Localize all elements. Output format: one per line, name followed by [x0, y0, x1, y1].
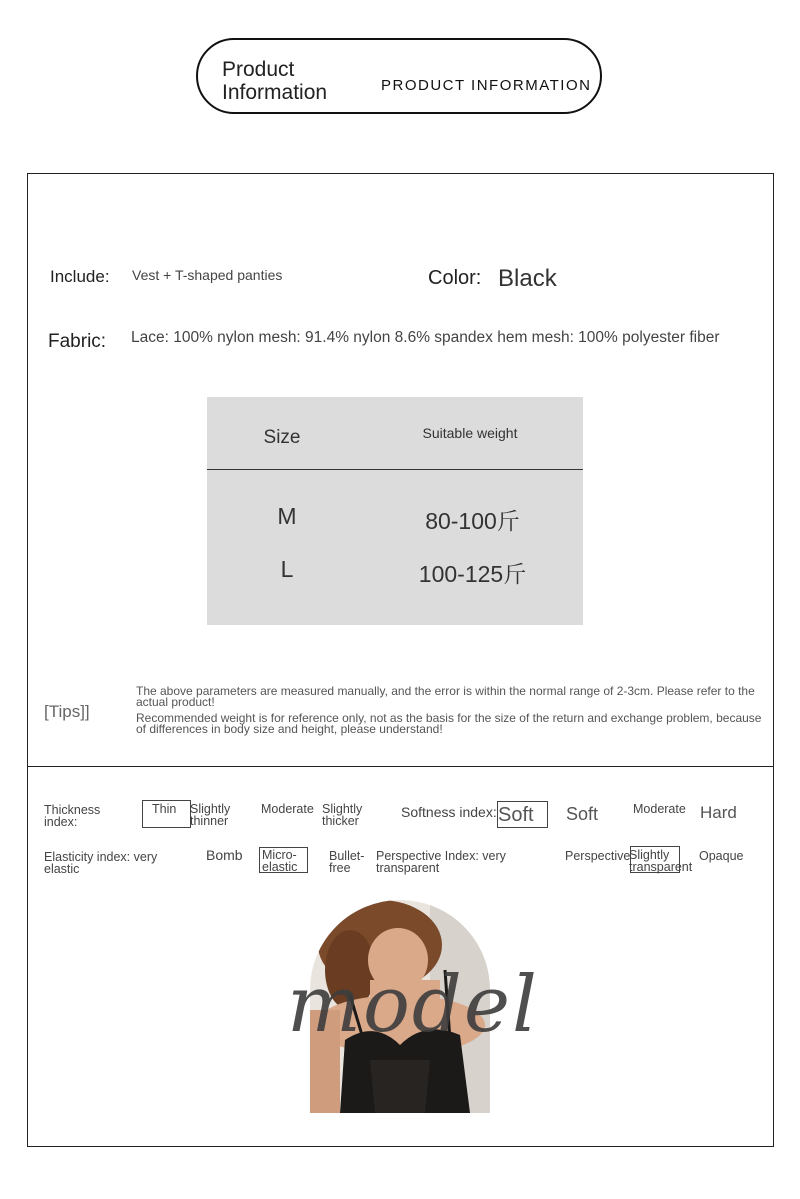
- tips-label: [Tips]]: [44, 702, 90, 721]
- softness-option: Moderate: [633, 802, 686, 816]
- table-cell-weight: 80-100斤: [425, 508, 520, 534]
- thickness-option: Thin: [152, 802, 177, 816]
- elasticity-label: Elasticity index: very elastic: [44, 850, 158, 876]
- include-value: Vest + T-shaped panties: [132, 267, 283, 283]
- elasticity-option: Bomb: [206, 847, 243, 863]
- header-subtitle: PRODUCT INFORMATION: [381, 77, 592, 94]
- tips-line-1: The above parameters are measured manually, and the error is within the normal range of 2-3cm. Please refer to the actual product!: [136, 684, 755, 709]
- table-divider: [207, 469, 583, 470]
- perspective-label: Perspective Index: very transparent: [376, 849, 506, 875]
- elasticity-option: Micro-elastic: [262, 848, 298, 874]
- softness-label: Softness index:: [401, 804, 497, 820]
- perspective-option: Perspective: [565, 849, 631, 863]
- header-title: Product Information: [222, 58, 328, 104]
- thickness-option: Moderate: [261, 802, 314, 816]
- softness-option: Hard: [700, 803, 737, 822]
- thickness-label: Thickness index:: [44, 803, 101, 829]
- table-cell-weight: 100-125斤: [418, 561, 527, 587]
- fabric-value: Lace: 100% nylon mesh: 91.4% nylon 8.6% spandex hem mesh: 100% polyester fiber: [131, 329, 720, 346]
- table-header-size: Size: [263, 427, 301, 448]
- table-cell-size: L: [280, 556, 294, 582]
- perspective-option: Slightly transparent: [629, 848, 693, 874]
- fabric-label: Fabric:: [48, 331, 107, 352]
- color-value: Black: [498, 265, 557, 292]
- thickness-option: Slightly thinner: [190, 802, 231, 828]
- include-label: Include:: [50, 267, 110, 286]
- tips-line-2: Recommended weight is for reference only, not as the basis for the size of the return and exchange problem, because of differences in body size and height, please understand!: [136, 711, 762, 736]
- softness-option: Soft: [566, 804, 599, 824]
- model-caption: model: [287, 960, 539, 1050]
- table-header-weight: Suitable weight: [422, 425, 518, 441]
- color-label: Color:: [428, 267, 482, 289]
- table-cell-size: M: [277, 503, 297, 529]
- softness-option: Soft: [498, 804, 534, 826]
- thickness-option: Slightly thicker: [322, 802, 363, 828]
- elasticity-option: Bullet-free: [329, 849, 365, 875]
- perspective-option: Opaque: [699, 849, 744, 863]
